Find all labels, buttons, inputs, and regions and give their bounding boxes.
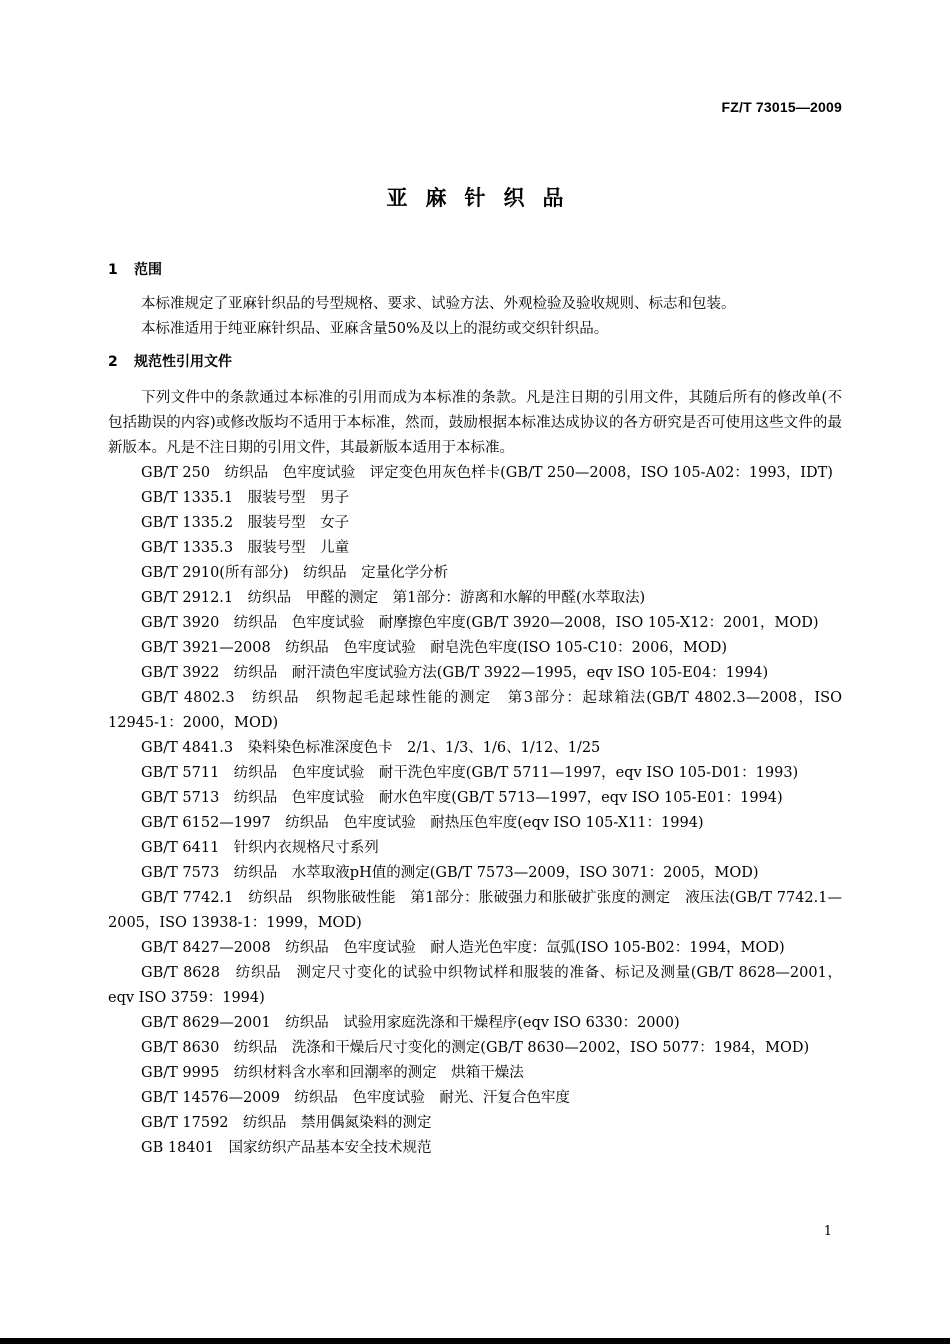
section-1-paragraph: 本标准适用于纯亚麻针织品、亚麻含量50%及以上的混纺或交织针织品。	[141, 321, 609, 337]
section-2-number: 2	[108, 354, 118, 370]
reference-item: GB/T 6152—1997 纺织品 色牢度试验 耐热压色牢度(eqv ISO 105-X11：1994)	[141, 815, 704, 831]
reference-item: GB/T 3920 纺织品 色牢度试验 耐摩擦色牢度(GB/T 3920—2008，ISO 105-X12：2001，MOD)	[141, 615, 819, 631]
reference-item: GB/T 1335.1 服装号型 男子	[141, 490, 350, 506]
reference-item: GB/T 8427—2008 纺织品 色牢度试验 耐人造光色牢度：氙弧(ISO 105-B02：1994，MOD)	[141, 940, 785, 956]
page-title: 亚麻针织品	[386, 186, 582, 210]
reference-item: GB/T 8629—2001 纺织品 试验用家庭洗涤和干燥程序(eqv ISO 6330：2000)	[141, 1015, 680, 1031]
reference-item: GB/T 3922 纺织品 耐汗渍色牢度试验方法(GB/T 3922—1995，eqv ISO 105-E04：1994)	[141, 665, 769, 681]
reference-item: GB/T 250 纺织品 色牢度试验 评定变色用灰色样卡(GB/T 250—2008，ISO 105-A02：1993，IDT)	[141, 465, 833, 481]
page-number: 1	[823, 1224, 832, 1239]
footer-rule	[0, 1338, 950, 1344]
reference-item: GB/T 7742.1 纺织品 织物胀破性能 第1部分：胀破强力和胀破扩张度的测定 液压法(GB/T 7742.1—2005，ISO 13938-1：1999，MOD)	[108, 890, 842, 931]
reference-item: GB/T 9995 纺织材料含水率和回潮率的测定 烘箱干燥法	[141, 1065, 524, 1081]
reference-item: GB/T 5711 纺织品 色牢度试验 耐干洗色牢度(GB/T 5711—1997，eqv ISO 105-D01：1993)	[141, 765, 799, 781]
reference-list	[108, 461, 842, 1161]
reference-item: GB/T 14576—2009 纺织品 色牢度试验 耐光、汗复合色牢度	[141, 1090, 570, 1106]
reference-item: GB 18401 国家纺织产品基本安全技术规范	[141, 1140, 432, 1156]
section-1-title: 范围	[134, 262, 162, 278]
document-body	[108, 258, 842, 1161]
reference-item: GB/T 6411 针织内衣规格尺寸系列	[141, 840, 379, 856]
reference-item: GB/T 2910(所有部分) 纺织品 定量化学分析	[141, 565, 449, 581]
reference-item: GB/T 5713 纺织品 色牢度试验 耐水色牢度(GB/T 5713—1997，eqv ISO 105-E01：1994)	[141, 790, 783, 806]
section-2-heading	[108, 350, 842, 375]
reference-item: GB/T 1335.2 服装号型 女子	[141, 515, 350, 531]
reference-item: GB/T 7573 纺织品 水萃取液pH值的测定(GB/T 7573—2009，ISO 3071：2005，MOD)	[141, 865, 759, 881]
section-1-heading	[108, 258, 842, 283]
section-2-intro: 下列文件中的条款通过本标准的引用而成为本标准的条款。凡是注日期的引用文件，其随后所有的修改单(不包括勘误的内容)或修改版均不适用于本标准，然而，鼓励根据本标准达成协议的各方研究是否可使用这些文件的最新版本。凡是不注日期的引用文件，其最新版本适用于本标准。	[108, 390, 842, 456]
standard-code: FZ/T 73015—2009	[721, 99, 842, 115]
reference-item: GB/T 2912.1 纺织品 甲醛的测定 第1部分：游离和水解的甲醛(水萃取法)	[141, 590, 646, 606]
reference-item: GB/T 4841.3 染料染色标准深度色卡 2/1、1/3、1/6、1/12、1/25	[141, 740, 601, 756]
reference-item: GB/T 8628 纺织品 测定尺寸变化的试验中织物试样和服装的准备、标记及测量(GB/T 8628—2001，eqv ISO 3759：1994)	[108, 965, 842, 1006]
reference-item: GB/T 17592 纺织品 禁用偶氮染料的测定	[141, 1115, 432, 1131]
section-1-paragraph: 本标准规定了亚麻针织品的号型规格、要求、试验方法、外观检验及验收规则、标志和包装。	[141, 296, 736, 312]
reference-item: GB/T 4802.3 纺织品 织物起毛起球性能的测定 第3部分：起球箱法(GB/T 4802.3—2008，ISO 12945-1：2000，MOD)	[108, 690, 842, 731]
section-1-number: 1	[108, 262, 118, 278]
reference-item: GB/T 3921—2008 纺织品 色牢度试验 耐皂洗色牢度(ISO 105-C10：2006，MOD)	[141, 640, 728, 656]
reference-item: GB/T 8630 纺织品 洗涤和干燥后尺寸变化的测定(GB/T 8630—2002，ISO 5077：1984，MOD)	[141, 1040, 810, 1056]
section-2-title: 规范性引用文件	[134, 354, 232, 370]
reference-item: GB/T 1335.3 服装号型 儿童	[141, 540, 350, 556]
